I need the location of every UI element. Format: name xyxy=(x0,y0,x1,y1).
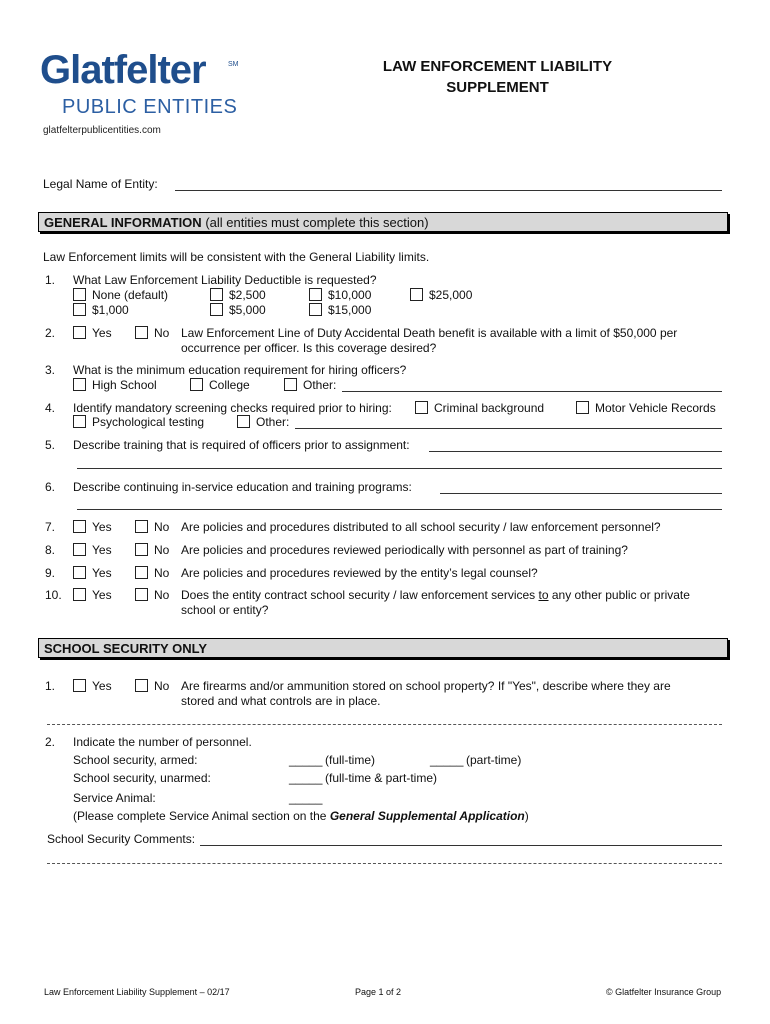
q5-field-line-2[interactable] xyxy=(77,456,722,469)
school-q2-number: 2. xyxy=(45,735,56,749)
q8-number: 8. xyxy=(45,543,56,557)
no-label: No xyxy=(154,326,170,340)
q2-text-1: Law Enforcement Line of Duty Accidental Death benefit is available with a limit of $50,000 per xyxy=(181,326,678,340)
checkbox[interactable] xyxy=(73,520,86,533)
page-title xyxy=(360,56,635,98)
armed-fulltime-label: (full-time) xyxy=(325,753,375,767)
yes-label: Yes xyxy=(92,588,112,602)
q4-option-criminal[interactable] xyxy=(415,401,544,415)
q10-text-1 xyxy=(181,588,690,602)
checkbox[interactable] xyxy=(135,520,148,533)
armed-parttime-label: (part-time) xyxy=(466,753,522,767)
checkbox[interactable] xyxy=(73,543,86,556)
q1-label-5000: $5,000 xyxy=(229,303,266,317)
title-line-1: LAW ENFORCEMENT LIABILITY xyxy=(382,58,613,75)
checkbox[interactable] xyxy=(73,303,86,316)
logo-trademark: SM xyxy=(228,61,239,68)
q1-option-5000[interactable] xyxy=(210,303,266,317)
q8-text: Are policies and procedures reviewed periodically with personnel as part of training? xyxy=(181,543,628,557)
q4-label-mvr: Motor Vehicle Records xyxy=(595,401,716,415)
comments-label: School Security Comments: xyxy=(47,832,196,846)
q3-label-college: College xyxy=(209,378,250,392)
q1-number: 1. xyxy=(45,273,56,287)
checkbox[interactable] xyxy=(73,415,86,428)
title-line-2: SUPPLEMENT xyxy=(446,79,549,96)
yes-label: Yes xyxy=(92,543,112,557)
q5-number: 5. xyxy=(45,438,56,452)
q6-field-line-2[interactable] xyxy=(77,497,722,510)
q6-text: Describe continuing in-service education and training programs: xyxy=(73,480,412,494)
unarmed-blank[interactable]: _____ xyxy=(289,771,323,785)
q3-label-hs: High School xyxy=(92,378,157,392)
checkbox[interactable] xyxy=(415,401,428,414)
checkbox[interactable] xyxy=(135,679,148,692)
unarmed-label: School security, unarmed: xyxy=(73,771,211,785)
q6-number: 6. xyxy=(45,480,56,494)
no-label: No xyxy=(154,543,170,557)
q3-text: What is the minimum education requirement for hiring officers? xyxy=(73,363,407,377)
q1-label-25000: $25,000 xyxy=(429,288,473,302)
footer-copyright: © Glatfelter Insurance Group xyxy=(606,987,722,997)
checkbox[interactable] xyxy=(190,378,203,391)
website-text: glatfelterpublicentities.com xyxy=(43,125,161,136)
q1-option-2500[interactable] xyxy=(210,288,266,302)
logo-wordmark: Glatfelter xyxy=(40,48,206,92)
checkbox[interactable] xyxy=(73,378,86,391)
school-security-heading: SCHOOL SECURITY ONLY xyxy=(44,641,208,656)
school-security-header xyxy=(38,638,728,658)
q1-label-none: None (default) xyxy=(92,288,169,302)
q7-no[interactable] xyxy=(135,520,169,534)
q4-option-mvr[interactable] xyxy=(576,401,716,415)
animal-label: Service Animal: xyxy=(73,791,156,805)
q5-text: Describe training that is required of officers prior to assignment: xyxy=(73,438,410,452)
school-q2-text: Indicate the number of personnel. xyxy=(73,735,252,749)
q10-text-2: school or entity? xyxy=(181,603,269,617)
checkbox[interactable] xyxy=(284,378,297,391)
checkbox[interactable] xyxy=(73,679,86,692)
armed-label: School security, armed: xyxy=(73,753,198,767)
animal-blank[interactable]: _____ xyxy=(289,791,323,805)
yes-label: Yes xyxy=(92,679,112,693)
q1-option-1000[interactable] xyxy=(73,303,129,317)
service-animal-note xyxy=(73,809,529,823)
q2-text-2: occurrence per officer. Is this coverage desired? xyxy=(181,341,437,355)
legal-name-label: Legal Name of Entity: xyxy=(43,177,158,191)
checkbox[interactable] xyxy=(576,401,589,414)
checkbox[interactable] xyxy=(73,588,86,601)
q10-yes[interactable] xyxy=(73,588,112,602)
note-a: (Please complete Service Animal section on the xyxy=(73,809,330,823)
q1-text: What Law Enforcement Liability Deductible is requested? xyxy=(73,273,377,287)
yes-label: Yes xyxy=(92,520,112,534)
school-q1-no[interactable] xyxy=(135,679,169,693)
no-label: No xyxy=(154,520,170,534)
checkbox[interactable] xyxy=(210,303,223,316)
checkbox[interactable] xyxy=(410,288,423,301)
q3-option-high-school[interactable] xyxy=(73,378,157,392)
general-info-subheading: (all entities must complete this section) xyxy=(205,215,429,230)
q4-label-psych: Psychological testing xyxy=(92,415,205,429)
yes-label: Yes xyxy=(92,566,112,580)
q1-label-2500: $2,500 xyxy=(229,288,266,302)
q2-no[interactable] xyxy=(135,326,169,340)
comments-field-line-2[interactable] xyxy=(47,862,722,864)
q4-option-other[interactable] xyxy=(237,415,289,429)
q4-option-psych[interactable] xyxy=(73,415,204,429)
logo-subtitle: PUBLIC ENTITIES xyxy=(62,96,238,118)
checkbox[interactable] xyxy=(210,288,223,301)
q1-label-15000: $15,000 xyxy=(328,303,372,317)
q10-number: 10. xyxy=(45,588,62,602)
armed-parttime-blank[interactable]: _____ xyxy=(430,753,464,767)
q10-text-to: to xyxy=(538,588,549,602)
q5-field[interactable] xyxy=(429,439,722,452)
q7-yes[interactable] xyxy=(73,520,112,534)
general-info-header xyxy=(38,212,728,232)
footer-page-number: Page 1 of 2 xyxy=(355,987,402,997)
armed-fulltime-blank[interactable]: _____ xyxy=(289,753,323,767)
checkbox[interactable] xyxy=(135,588,148,601)
checkbox[interactable] xyxy=(237,415,250,428)
checkbox[interactable] xyxy=(73,288,86,301)
q4-label-criminal: Criminal background xyxy=(434,401,545,415)
q3-option-college[interactable] xyxy=(190,378,250,392)
unarmed-fullpart-label: (full-time & part-time) xyxy=(325,771,438,785)
q10-text-a: Does the entity contract school security / law enforcement services xyxy=(181,588,539,602)
checkbox[interactable] xyxy=(135,566,148,579)
q4-label-other: Other: xyxy=(256,415,290,429)
q1-option-none[interactable] xyxy=(73,288,168,302)
q9-text: Are policies and procedures reviewed by the entity’s legal counsel? xyxy=(181,566,538,580)
general-info-heading: GENERAL INFORMATION xyxy=(44,215,202,230)
q8-yes[interactable] xyxy=(73,543,112,557)
no-label: No xyxy=(154,566,170,580)
q4-other-field[interactable] xyxy=(295,416,722,429)
q3-label-other: Other: xyxy=(303,378,337,392)
q3-number: 3. xyxy=(45,363,56,377)
q4-text: Identify mandatory screening checks required prior to hiring: xyxy=(73,401,392,415)
q9-yes[interactable] xyxy=(73,566,112,580)
q1-label-10000: $10,000 xyxy=(328,288,372,302)
q6-field[interactable] xyxy=(440,481,722,494)
q1-option-15000[interactable] xyxy=(309,303,371,317)
school-q1-number: 1. xyxy=(45,679,56,693)
q2-number: 2. xyxy=(45,326,56,340)
q10-no[interactable] xyxy=(135,588,169,602)
school-q1-field[interactable] xyxy=(47,723,722,725)
q9-no[interactable] xyxy=(135,566,169,580)
q2-yes[interactable] xyxy=(73,326,112,340)
footer-form-id: Law Enforcement Liability Supplement – 02/17 xyxy=(44,987,230,997)
note-c: ) xyxy=(524,809,529,823)
q1-option-10000[interactable] xyxy=(309,288,371,302)
no-label: No xyxy=(154,679,170,693)
q9-number: 9. xyxy=(45,566,56,580)
school-q1-text-1: Are firearms and/or ammunition stored on school property? If "Yes", describe where they are xyxy=(181,679,671,693)
q4-number: 4. xyxy=(45,401,56,415)
yes-label: Yes xyxy=(92,326,112,340)
general-supplemental-application-ref: General Supplemental Application xyxy=(329,809,525,823)
school-q1-yes[interactable] xyxy=(73,679,112,693)
checkbox[interactable] xyxy=(73,566,86,579)
checkbox[interactable] xyxy=(309,303,322,316)
checkbox[interactable] xyxy=(73,326,86,339)
no-label: No xyxy=(154,588,170,602)
checkbox[interactable] xyxy=(309,288,322,301)
q1-label-1000: $1,000 xyxy=(92,303,129,317)
general-intro: Law Enforcement limits will be consistent with the General Liability limits. xyxy=(43,250,430,264)
q1-option-25000[interactable] xyxy=(410,288,472,302)
q8-no[interactable] xyxy=(135,543,169,557)
q7-number: 7. xyxy=(45,520,56,534)
checkbox[interactable] xyxy=(135,326,148,339)
checkbox[interactable] xyxy=(135,543,148,556)
school-q1-text-2: stored and what controls are in place. xyxy=(181,694,381,708)
comments-field[interactable] xyxy=(200,833,722,846)
q3-option-other[interactable] xyxy=(284,378,336,392)
q10-text-b: any other public or private xyxy=(548,588,690,602)
legal-name-field[interactable] xyxy=(175,178,722,191)
q3-other-field[interactable] xyxy=(342,379,722,392)
q7-text: Are policies and procedures distributed to all school security / law enforcement personnel? xyxy=(181,520,661,534)
